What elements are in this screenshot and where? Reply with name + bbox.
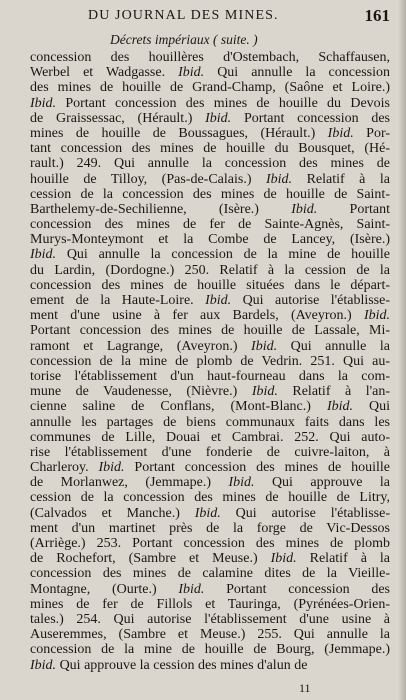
text-line: houille de Tilloy, (Pas-de-Calais.) Ibid. Relatif à la bbox=[30, 171, 390, 187]
text-line: ement de la Haute-Loire. Ibid. Qui autorise l'établisse- bbox=[30, 293, 390, 308]
text-line: ment d'une usine à fer aux Bardels, (Aveyron.) Ibid. bbox=[30, 308, 390, 324]
text-line: des mines de houille de Grand-Champ, (Saône et Loire.) bbox=[30, 80, 390, 96]
text-line: Auseremmes, (Sambre et Meuse.) 255. Qui annulle la bbox=[30, 627, 390, 643]
text-line: Montagne, (Ourte.) Ibid. Portant concession des bbox=[30, 581, 390, 597]
signature-mark: 11 bbox=[299, 681, 311, 695]
text-line: concession des mines de houille situées dans le départ- bbox=[30, 277, 390, 293]
text-line: communes de Lille, Douai et Cambrai. 252. Qui auto- bbox=[30, 429, 390, 445]
text-line: cession de la concession des mines de houille de Saint- bbox=[30, 186, 390, 202]
text-line: cession de la concession des mines de houille de Litry, bbox=[30, 490, 390, 506]
body-text bbox=[30, 50, 390, 673]
text-line: concession des mines de fer de Sainte-Agnès, Saint- bbox=[30, 217, 390, 233]
text-line: concession de la mine de houille de Bourg, (Jemmape.) bbox=[30, 642, 390, 658]
text-line: (Calvados et Manche.) Ibid. Qui autorise l'établisse- bbox=[30, 505, 390, 521]
text-line: Werbel et Wadgasse. Ibid. Qui annulle la concession bbox=[30, 65, 390, 81]
text-line: mines de fer de Fillols et Tauringa, (Pyrénées-Orien- bbox=[30, 596, 390, 612]
text-line: concession de la mine de plomb de Vedrin. 251. Qui au- bbox=[30, 353, 390, 369]
page-number: 161 bbox=[364, 6, 390, 25]
text-line: Barthelemy-de-Sechilienne, (Isère.) Ibid. Portant bbox=[30, 201, 390, 217]
text-line: torise l'établissement d'un haut-fourneau dans la com- bbox=[30, 368, 390, 384]
text-line: mune de Vaudenesse, (Nièvre.) Ibid. Relatif à l'an- bbox=[30, 384, 390, 400]
text-line: ramont et Lagrange, (Aveyron.) Ibid. Qui annulle la bbox=[30, 338, 390, 354]
text-line: rise l'établissement d'une fonderie de cuivre-laiton, à bbox=[30, 444, 390, 460]
section-subtitle: Décrets impériaux ( suite. ) bbox=[110, 32, 258, 47]
text-line: concession des houillères d'Ostembach, Schaffausen, bbox=[30, 50, 390, 65]
page-edge-shadow bbox=[398, 0, 406, 700]
text-line: mines de houille de Boussagues, (Hérault.) Ibid. Por- bbox=[30, 125, 390, 141]
text-line: Portant concession des mines de houille de Lassale, Mi- bbox=[30, 323, 390, 339]
text-line: Ibid. Qui approuve la cession des mines d'alun de bbox=[30, 657, 308, 673]
text-line: de Rochefort, (Sambre et Meuse.) Ibid. Relatif à la bbox=[30, 551, 390, 567]
text-line: tant concession des mines de houille du Bousquet, (Hé- bbox=[30, 141, 390, 157]
text-line: Murys-Monteymont et la Combe de Lancey, (Isère.) bbox=[30, 232, 390, 248]
text-line: de Graissessac, (Hérault.) Ibid. Portant concession des bbox=[30, 110, 390, 126]
text-line: du Lardin, (Dordogne.) 250. Relatif à la cession de la bbox=[30, 262, 390, 278]
running-title: DU JOURNAL DES MINES. bbox=[88, 8, 279, 23]
text-line: Ibid. Qui annulle la concession de la mine de houille bbox=[30, 247, 390, 263]
text-line: de Morlanwez, (Jemmape.) Ibid. Qui approuve la bbox=[30, 475, 390, 491]
text-line: Charleroy. Ibid. Portant concession des mines de houille bbox=[30, 460, 390, 476]
text-line: concession des mines de calamine dites de la Vieille- bbox=[30, 566, 390, 582]
text-line: rault.) 249. Qui annulle la concession des mines de bbox=[30, 156, 390, 172]
text-line: annulle les partages de biens communaux faits dans les bbox=[30, 414, 390, 430]
text-line: Ibid. Portant concession des mines de houille du Devois bbox=[30, 95, 390, 111]
text-line: tales.) 254. Qui autorise l'établissement d'une usine à bbox=[30, 611, 390, 627]
page-header bbox=[0, 4, 406, 26]
text-line: (Arriège.) 253. Portant concession des mines de plomb bbox=[30, 536, 390, 551]
text-line: ment d'un martinet près de la forge de Vic-Dessos bbox=[30, 520, 390, 536]
text-line: cienne saline de Conflans, (Mont-Blanc.) Ibid. Qui bbox=[30, 399, 390, 415]
